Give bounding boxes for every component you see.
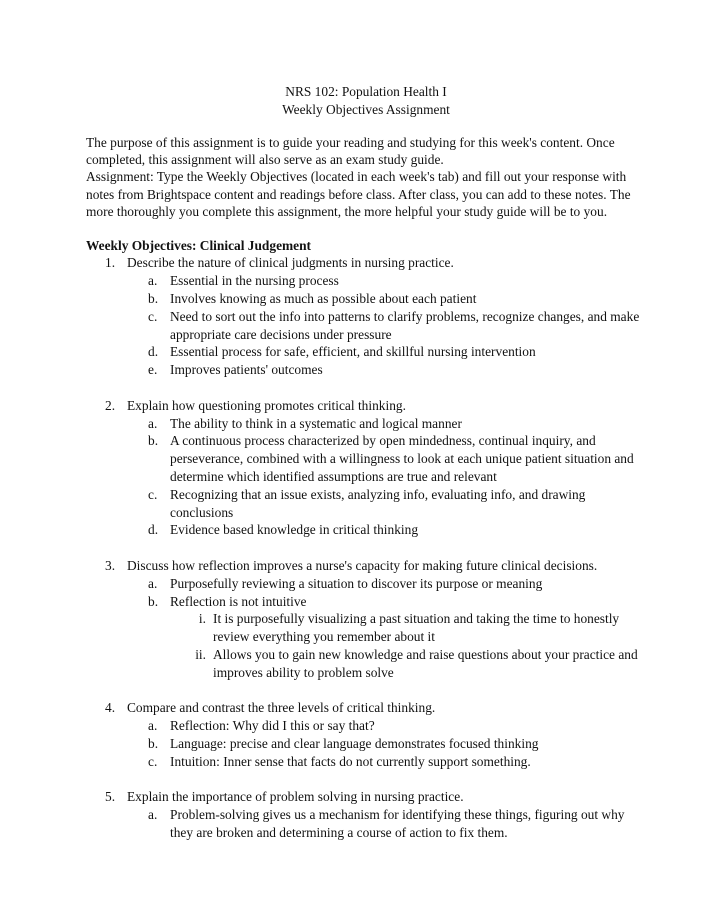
note-item (127, 272, 646, 290)
note-text: Reflection: Why did I this or say that? (170, 718, 375, 734)
sub-note-text: Allows you to gain new knowledge and raise questions about your practice and improves ability to problem solve (213, 646, 638, 680)
note-letter: c. (148, 308, 158, 324)
objective-notes (127, 415, 646, 540)
objective-text: Explain the importance of problem solving in nursing practice. (127, 789, 464, 805)
note-text: Essential in the nursing process (170, 273, 339, 289)
objective-item (86, 397, 646, 539)
note-item (127, 806, 646, 842)
objective-notes (127, 806, 646, 842)
note-letter: b. (148, 291, 159, 307)
title-assignment: Weekly Objectives Assignment (282, 101, 450, 117)
note-text: Need to sort out the info into patterns to clarify problems, recognize changes, and make appropriate care decisions under pressure (170, 308, 640, 342)
note-letter: d. (148, 522, 159, 538)
note-item (127, 290, 646, 308)
objective-item (86, 699, 646, 770)
note-text: Reflection is not intuitive (170, 593, 307, 609)
note-letter: a. (148, 273, 158, 289)
objective-number: 5. (105, 789, 116, 805)
objective-text: Describe the nature of clinical judgments in nursing practice. (127, 255, 454, 271)
note-letter: c. (148, 753, 158, 769)
objective-text: Explain how questioning promotes critical thinking. (127, 397, 406, 413)
note-item (127, 735, 646, 753)
note-text: Essential process for safe, efficient, and skillful nursing intervention (170, 344, 536, 360)
note-text: Involves knowing as much as possible about each patient (170, 291, 477, 307)
note-letter: a. (148, 807, 158, 823)
objective-notes (127, 717, 646, 770)
objective-item (86, 557, 646, 682)
note-item (127, 361, 646, 379)
note-text: Problem-solving gives us a mechanism for identifying these things, figuring out why they are broken and determining a course of action to fix them. (170, 807, 625, 840)
note-item (127, 521, 646, 539)
note-item (127, 717, 646, 735)
note-letter: b. (148, 593, 159, 609)
note-text: Improves patients' outcomes (170, 362, 323, 378)
note-item (127, 432, 646, 485)
note-text: Intuition: Inner sense that facts do not currently support something. (170, 753, 531, 769)
note-text: Evidence based knowledge in critical thinking (170, 522, 419, 538)
sub-note-item (170, 646, 646, 682)
objective-number: 2. (105, 397, 116, 413)
document-title (86, 83, 646, 118)
objective-list (86, 254, 646, 841)
note-item (127, 593, 646, 682)
note-letter: b. (148, 433, 159, 449)
intro-text (86, 134, 646, 220)
note-item (127, 486, 646, 522)
sub-note-text: It is purposefully visualizing a past situation and taking the time to honestly review everything you remember about it (213, 611, 620, 645)
note-text: Recognizing that an issue exists, analyzing info, evaluating info, and drawing conclusions (170, 486, 586, 520)
note-letter: a. (148, 575, 158, 591)
objective-item (86, 788, 646, 841)
note-text: A continuous process characterized by open mindedness, continual inquiry, and perseverance, combined with a willingness to look at each unique patient situation and determine which identified assumptions are true and relevant (170, 433, 634, 484)
note-letter: a. (148, 718, 158, 734)
note-text: Purposefully reviewing a situation to discover its purpose or meaning (170, 575, 543, 591)
objective-item (86, 254, 646, 379)
note-letter: b. (148, 735, 159, 751)
section-heading: Weekly Objectives: Clinical Judgement (86, 238, 312, 254)
assignment-paragraph: Assignment: Type the Weekly Objectives (located in each week's tab) and fill out your response with notes from Brightspace content and readings before class. After class, you can add to these notes. The more thoroughly you complete this assignment, the more helpful your study guide will be to you. (86, 169, 631, 219)
purpose-paragraph: The purpose of this assignment is to guide your reading and studying for this week's content. Once completed, this assignment will also serve as an exam study guide. (86, 135, 615, 168)
note-letter: c. (148, 486, 158, 502)
sub-note-numeral: ii. (195, 646, 206, 662)
note-letter: d. (148, 344, 159, 360)
objective-number: 1. (105, 255, 116, 271)
objective-number: 4. (105, 700, 116, 716)
note-item (127, 753, 646, 771)
objective-text: Compare and contrast the three levels of critical thinking. (127, 700, 436, 716)
objective-notes (127, 575, 646, 682)
document-page (86, 83, 646, 842)
objective-text: Discuss how reflection improves a nurse's capacity for making future clinical decisions. (127, 557, 598, 573)
note-item (127, 415, 646, 433)
note-text: The ability to think in a systematic and logical manner (170, 415, 462, 431)
objective-notes (127, 272, 646, 379)
sub-note-list (170, 610, 646, 681)
note-item (127, 308, 646, 344)
sub-note-item (170, 610, 646, 646)
note-text: Language: precise and clear language demonstrates focused thinking (170, 735, 539, 751)
note-letter: e. (148, 362, 158, 378)
note-letter: a. (148, 415, 158, 431)
objective-number: 3. (105, 557, 116, 573)
note-item (127, 575, 646, 593)
note-item (127, 343, 646, 361)
sub-note-numeral: i. (198, 611, 206, 627)
title-course: NRS 102: Population Health I (285, 84, 447, 99)
